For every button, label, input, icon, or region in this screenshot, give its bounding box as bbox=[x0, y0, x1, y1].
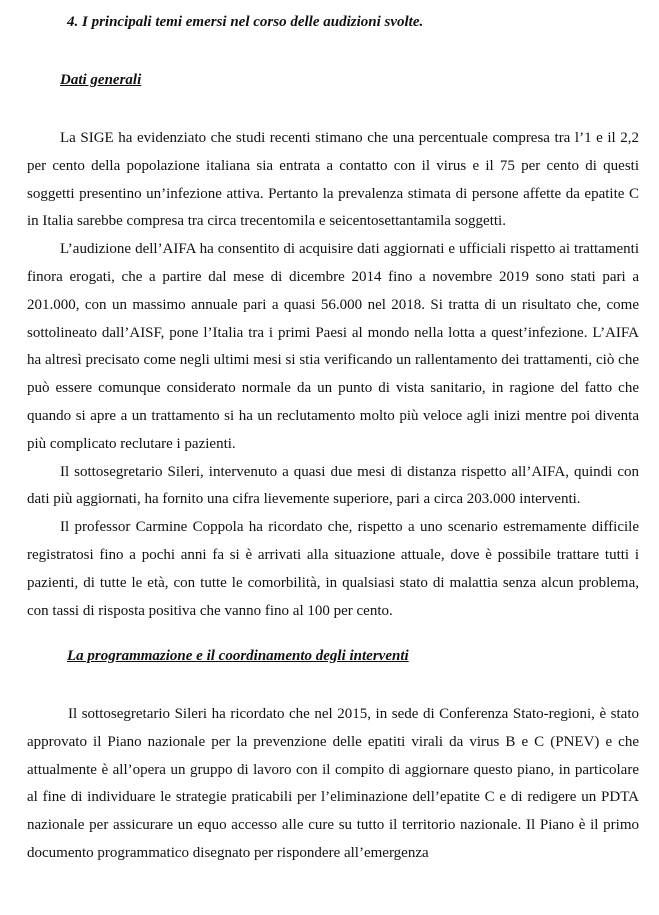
paragraph-piano-nazionale: Il sottosegretario Sileri ha ricordato che nel 2015, in sede di Conferenza Stato-regioni, è stato approvato il Piano nazionale per la prevenzione delle epatiti virali da virus B e C (PNEV) e che attualmente è all’opera un gruppo di lavoro con il compito di aggiornare questo piano, in particolare al fine di individuare le strategie praticabili per l’eliminazione dell’epatite C e di redigere un PDTA nazionale per assicurare un equo accesso alle cure su tutto il territorio nazionale. Il Piano è il primo documento programmatico disegnato per rispondere all’emergenza bbox=[27, 706, 639, 861]
subheading-dati-generali: Dati generali bbox=[60, 72, 142, 88]
subheading-programmazione: La programmazione e il coordinamento degli interventi bbox=[67, 648, 409, 664]
body-section-dati-generali bbox=[27, 125, 639, 625]
paragraph-aifa: L’audizione dell’AIFA ha consentito di acquisire dati aggiornati e ufficiali rispetto ai trattamenti finora erogati, che a partire dal mese di dicembre 2014 fino a novembre 2019 sono stati pari a 201.000, con un massimo annuale pari a quasi 56.000 nel 2018. Si tratta di un risultato che, come sottolineato dall’AISF, pone l’Italia tra i primi Paesi al mondo nella lotta a quest’infezione. L’AIFA ha altresì precisato come negli ultimi mesi si stia verificando un rallentamento dei trattamenti, ciò che può essere comunque considerato normale da un punto di vista sanitario, in ragione del fatto che quando si apre a un trattamento si ha un reclutamento molto più veloce agli inizi mentre poi diventa più complicato reclutare i pazienti. bbox=[27, 241, 639, 452]
paragraph-sige: La SIGE ha evidenziato che studi recenti stimano che una percentuale compresa tra l’1 e il 2,2 per cento della popolazione italiana sia entrata a contatto con il virus e il 75 per cento di questi soggetti presentino un’infezione attiva. Pertanto la prevalenza stimata di persone affette da epatite C in Italia sarebbe compresa tra circa trecentomila e seicentosettantamila soggetti. bbox=[27, 130, 639, 230]
paragraph-coppola: Il professor Carmine Coppola ha ricordato che, rispetto a uno scenario estremamente difficile registratosi fino a pochi anni fa si è arrivati alla situazione attuale, dove è possibile trattare tutti i pazienti, di tutte le età, con tutte le comorbilità, in qualsiasi stato di malattia senza alcun problema, con tassi di risposta positiva che vanno fino al 100 per cento. bbox=[27, 519, 639, 619]
section-title: 4. I principali temi emersi nel corso delle audizioni svolte. bbox=[67, 14, 424, 30]
paragraph-sileri: Il sottosegretario Sileri, intervenuto a quasi due mesi di distanza rispetto all’AIFA, quindi con dati più aggiornati, ha fornito una cifra lievemente superiore, pari a circa 203.000 interventi. bbox=[27, 463, 639, 508]
body-section-programmazione bbox=[27, 701, 639, 868]
